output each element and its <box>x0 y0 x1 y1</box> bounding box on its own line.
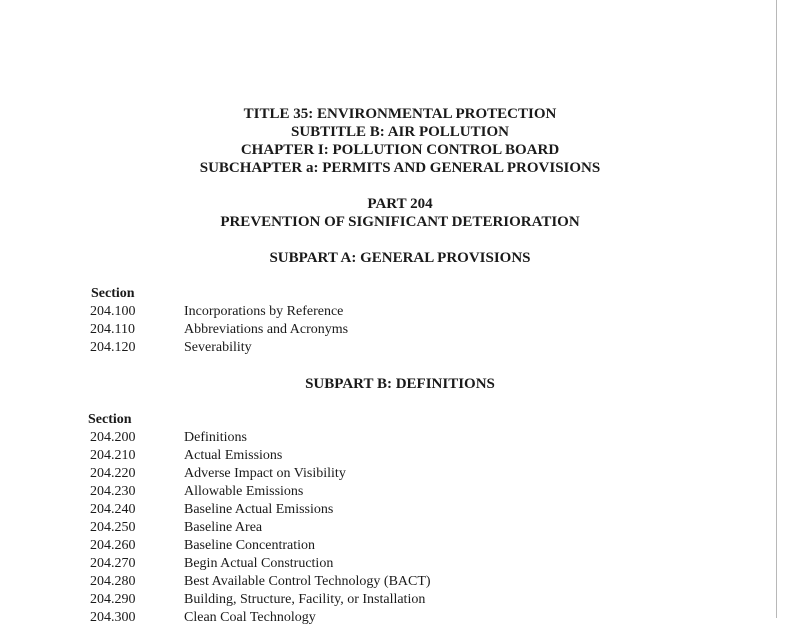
section-title: Baseline Concentration <box>184 538 316 553</box>
section-row <box>0 429 776 447</box>
section-number: 204.120 <box>90 340 136 355</box>
subpart-b-heading: SUBPART B: DEFINITIONS <box>305 376 495 392</box>
section-row <box>0 555 776 573</box>
section-row <box>0 609 776 627</box>
section-row <box>0 591 776 609</box>
page-edge-divider <box>776 0 777 618</box>
section-number: 204.300 <box>90 610 136 625</box>
section-number: 204.230 <box>90 484 136 499</box>
section-title: Actual Emissions <box>184 448 283 463</box>
section-row <box>0 519 776 537</box>
section-row <box>0 483 776 501</box>
section-title: Allowable Emissions <box>184 484 304 499</box>
section-row <box>0 465 776 483</box>
section-row <box>0 321 776 339</box>
section-title: Clean Coal Technology <box>184 610 316 625</box>
section-row <box>0 303 776 321</box>
section-number: 204.100 <box>90 304 136 319</box>
section-number: 204.270 <box>90 556 136 571</box>
section-title: Baseline Actual Emissions <box>184 502 334 517</box>
section-number: 204.280 <box>90 574 136 589</box>
section-number: 204.240 <box>90 502 136 517</box>
section-title: Best Available Control Technology (BACT) <box>184 574 431 589</box>
subpart-b-section-label: Section <box>88 412 132 427</box>
section-title: Adverse Impact on Visibility <box>184 466 346 481</box>
section-number: 204.200 <box>90 430 136 445</box>
section-row <box>0 339 776 357</box>
section-title: Severability <box>184 340 252 355</box>
section-number: 204.210 <box>90 448 136 463</box>
section-title: Definitions <box>184 430 247 445</box>
subpart-a-heading: SUBPART A: GENERAL PROVISIONS <box>269 250 531 266</box>
part-name-heading: PREVENTION OF SIGNIFICANT DETERIORATION <box>220 214 580 230</box>
section-title: Building, Structure, Facility, or Installation <box>184 592 426 607</box>
subchapter-heading: SUBCHAPTER a: PERMITS AND GENERAL PROVISIONS <box>199 160 601 176</box>
subpart-a-section-label: Section <box>91 286 135 301</box>
section-number: 204.110 <box>90 322 135 337</box>
section-row <box>0 537 776 555</box>
title-heading: TITLE 35: ENVIRONMENTAL PROTECTION <box>243 106 557 122</box>
section-row <box>0 573 776 591</box>
section-title: Abbreviations and Acronyms <box>184 322 349 337</box>
section-number: 204.260 <box>90 538 136 553</box>
section-title: Begin Actual Construction <box>184 556 334 571</box>
section-row <box>0 501 776 519</box>
section-number: 204.290 <box>90 592 136 607</box>
section-title: Baseline Area <box>184 520 263 535</box>
section-title: Incorporations by Reference <box>184 304 344 319</box>
section-row <box>0 447 776 465</box>
part-number-heading: PART 204 <box>367 196 433 212</box>
subtitle-heading: SUBTITLE B: AIR POLLUTION <box>291 124 509 140</box>
section-number: 204.250 <box>90 520 136 535</box>
section-number: 204.220 <box>90 466 136 481</box>
chapter-heading: CHAPTER I: POLLUTION CONTROL BOARD <box>240 142 560 158</box>
